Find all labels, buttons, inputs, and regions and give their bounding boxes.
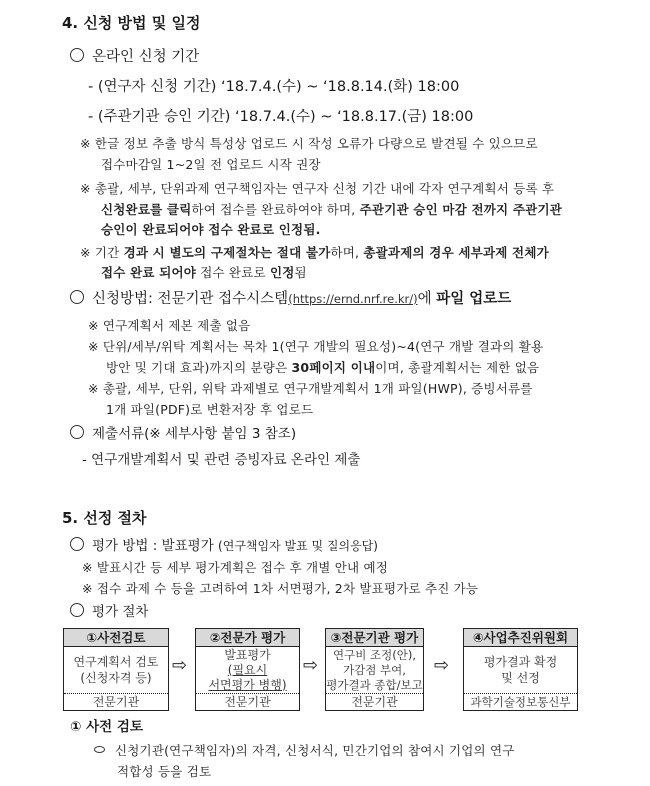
text: 접수 완료로 xyxy=(196,265,270,280)
eval-method-label: 평가 방법 : 발표평가 xyxy=(92,538,219,554)
emphasis-text: 파일 업로드 xyxy=(436,291,512,307)
circle-bullet-icon xyxy=(70,290,84,304)
note-page-limit-cont xyxy=(106,360,539,376)
eval-process-label: 평가 절차 xyxy=(92,604,149,620)
emphasis-text: 30페이지 이내 xyxy=(291,360,376,375)
pre-review-line-cont: 적합성 등을 검토 xyxy=(117,764,212,779)
note-deadline-strict xyxy=(80,245,549,261)
note-presentation-schedule: ※ 발표시간 등 세부 평가계획은 접수 후 개별 안내 예정 xyxy=(82,560,389,575)
process-step-1 xyxy=(63,628,169,711)
evaluation-method xyxy=(70,537,378,554)
note-file-format: ※ 총괄, 세부, 단위, 위탁 과제별로 연구개발계획서 1개 파일(HWP), 증빙서류를 xyxy=(88,381,533,396)
note-file-format-cont: 1개 파일(PDF)로 변환저장 후 업로드 xyxy=(106,402,314,417)
note-registration-cont xyxy=(101,202,562,218)
step-title: ②전문가 평가 xyxy=(196,629,299,647)
step-body-line: 평가결과 확정 xyxy=(483,655,558,669)
emphasis-text: 주관기관 승인 마감 전까지 주관기관 xyxy=(359,202,562,217)
step-title: ①사전검토 xyxy=(64,629,168,647)
step-body-line: 및 선정 xyxy=(501,671,540,685)
step-body-line: 연구비 조정(안), xyxy=(333,647,416,662)
step-title: ④사업추진위원회 xyxy=(464,629,577,647)
note-researcher-registration: ※ 총괄, 세부, 단위과제 연구책임자는 연구자 신청 기간 내에 각자 연구계획서 등록 후 xyxy=(80,181,555,196)
circle-bullet-icon xyxy=(70,425,84,439)
evaluation-process xyxy=(70,603,148,620)
section-5-title: 5. 선정 절차 xyxy=(62,509,147,527)
emphasis-text: 인정 xyxy=(269,265,295,280)
note-two-stage-evaluation: ※ 접수 과제 수 등을 고려하여 1차 서면평가, 2차 발표평가로 추진 가능 xyxy=(82,581,479,596)
section-4-title: 4. 신청 방법 및 일정 xyxy=(62,14,201,32)
documents-label: 제출서류(※ 세부사항 붙임 3 참조) xyxy=(92,426,297,442)
step-owner: 전문기관 xyxy=(196,693,299,710)
step-owner: 전문기관 xyxy=(64,693,168,710)
arrow-right-icon: ⇨ xyxy=(303,655,319,676)
step-body-line: 평가결과 종합/보고 xyxy=(326,677,423,692)
text: ※ 기간 xyxy=(80,245,124,260)
text: 하여 접수를 완료하여야 하며, xyxy=(191,202,360,217)
text: 됨 xyxy=(294,265,307,280)
circle-bullet-icon xyxy=(70,48,84,62)
process-step-3 xyxy=(325,628,424,711)
small-circle-bullet-icon xyxy=(94,746,105,753)
online-period-heading xyxy=(70,48,199,65)
process-step-4 xyxy=(463,628,578,711)
eval-method-detail: (연구책임자 발표 및 질의응답) xyxy=(218,539,378,553)
step-body-line: 발표평가 xyxy=(224,647,271,662)
researcher-period: - (연구자 신청 기간) ‘18.7.4.(수) ~ ‘18.8.14.(화) 18:00 xyxy=(88,79,460,95)
process-step-2 xyxy=(195,628,300,711)
step-body-line: (신청자격 등) xyxy=(80,671,152,685)
submission-documents xyxy=(70,425,296,442)
text: 이며, 총괄계획서는 제한 없음 xyxy=(375,360,540,375)
submission-system-link[interactable]: (https://ernd.nrf.re.kr/) xyxy=(288,292,418,306)
note-upload-errors-cont: 접수마감일 1~2일 전 업로드 시작 권장 xyxy=(101,157,321,172)
text: 방안 및 기대 효과)까지의 분량은 xyxy=(106,360,292,375)
step-owner: 과학기술정보통신부 xyxy=(464,693,577,710)
emphasis-text: 경과 시 별도의 구제절차는 절대 불가 xyxy=(123,245,331,260)
step-body-line: 서면평가 병행) xyxy=(208,677,287,692)
step-body-line: 가감점 부여, xyxy=(343,662,406,677)
arrow-right-icon: ⇨ xyxy=(172,655,188,676)
text: 에 xyxy=(417,291,437,307)
note-deadline-strict-cont xyxy=(101,265,307,281)
application-method xyxy=(70,290,511,307)
step-body-line: 연구계획서 검토 xyxy=(73,655,159,669)
emphasis-text: 접수 완료 되어야 xyxy=(101,265,197,280)
note-no-binding: ※ 연구계획서 제본 제출 없음 xyxy=(88,318,251,333)
step-body-line: (필요시 xyxy=(227,662,268,677)
emphasis-text: 신청완료를 클릭 xyxy=(101,202,192,217)
pre-review-text: 신청기관(연구책임자)의 자격, 신청서식, 민간기업의 참여시 기업의 연구 xyxy=(115,743,515,758)
documents-item: - 연구개발계획서 및 관련 증빙자료 온라인 제출 xyxy=(82,452,361,468)
circle-bullet-icon xyxy=(70,537,84,551)
note-page-limit: ※ 단위/세부/위탁 계획서는 목차 1(연구 개발의 필요성)~4(연구 개발 결과의 활용 xyxy=(88,339,544,354)
emphasis-text: 총괄과제의 경우 세부과제 전체가 xyxy=(363,245,549,260)
institution-period: - (주관기관 승인 기간) ‘18.7.4.(수) ~ ‘18.8.17.(금) 18:00 xyxy=(88,109,474,125)
arrow-right-icon: ⇨ xyxy=(434,655,450,676)
circle-bullet-icon xyxy=(70,603,84,617)
note-upload-errors: ※ 한글 정보 추출 방식 특성상 업로드 시 작성 오류가 다량으로 발견될 수 있으므로 xyxy=(80,136,538,151)
step-owner: 전문기관 xyxy=(326,693,423,710)
note-registration-cont2: 승인이 완료되어야 접수 완료로 인정됨. xyxy=(101,222,321,237)
step-title: ③전문기관 평가 xyxy=(326,629,423,647)
text: 하며, xyxy=(330,245,364,260)
method-label: 신청방법: 전문기관 접수시스템 xyxy=(92,291,289,307)
online-period-label: 온라인 신청 기간 xyxy=(92,49,200,65)
pre-review-line xyxy=(94,743,515,759)
pre-review-title: ① 사전 검토 xyxy=(70,719,143,735)
